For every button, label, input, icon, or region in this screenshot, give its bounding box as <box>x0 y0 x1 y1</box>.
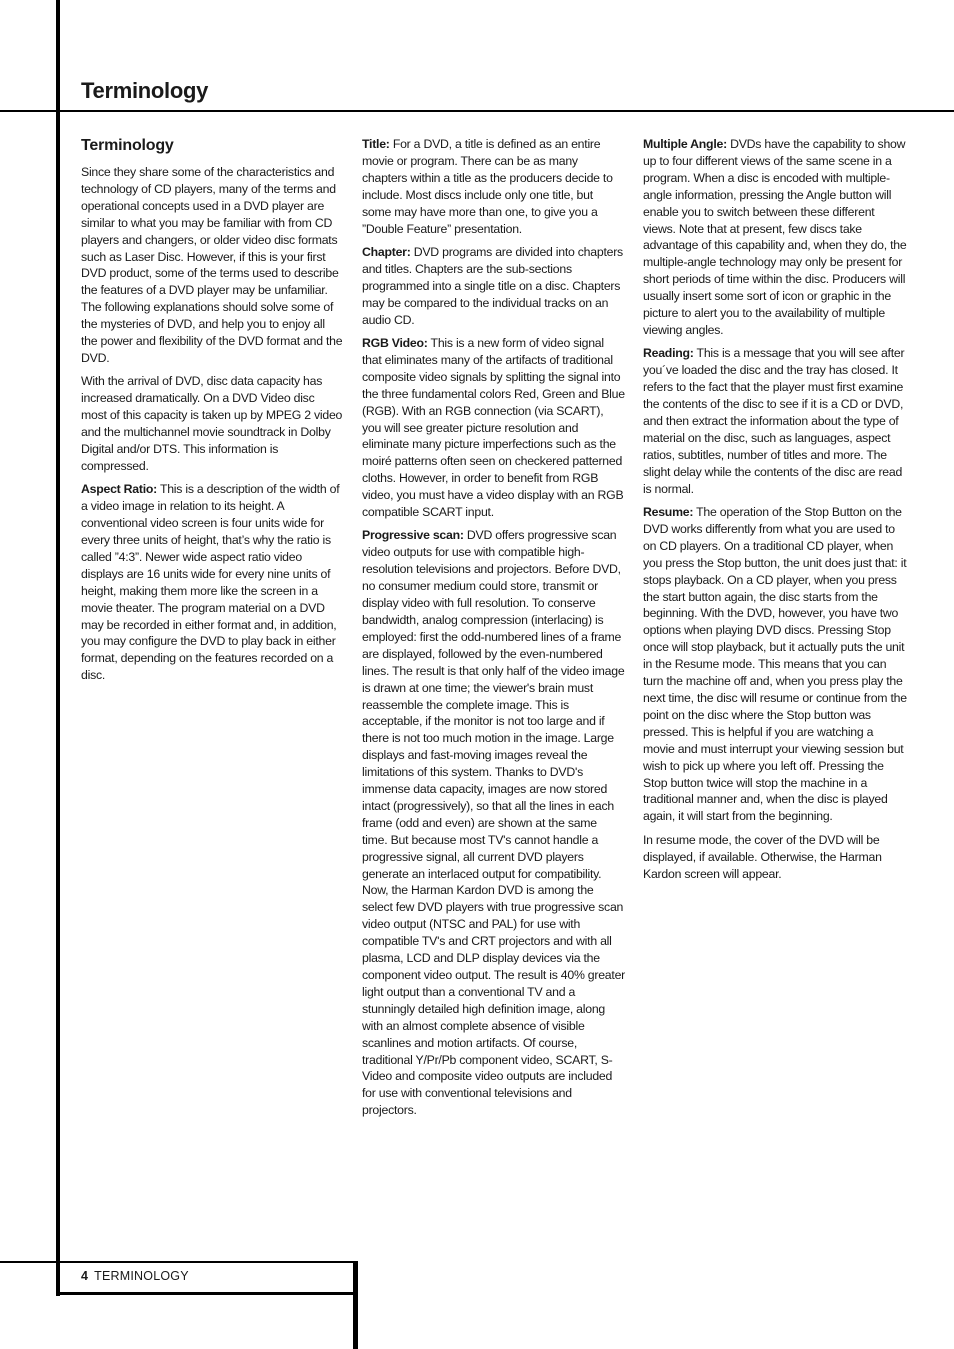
section-heading: Terminology <box>81 137 174 154</box>
page-title: Terminology <box>81 78 209 103</box>
multiple-angle-text: DVDs have the capability to show up to four different views of the same scene in a program. When a disc is encoded with multiple-angle information, pressing the Angle button will enable you to switch between these different views. Note that at present, few discs take advantage of this capability and, when they do, the multiple-angle technology may only be present for short periods of time within the disc. Producers will usually insert some sort of icon or graphic in the picture to alert you to the availability of multiple viewing angles. <box>643 137 907 337</box>
aspect-ratio-text: This is a description of the width of a video image in relation to its height. A conventional video screen is four units wide for every three units of height, that’s why the ratio is called ”4:3”. Newer wide aspect ratio video displays are 16 units wide for every nine units of height, making them more like the screen in a movie theater. The program material on a DVD may be recorded in either format and, in addition, you may configure the DVD to play back in either format, depending on the features recorded on a disc. <box>81 482 340 683</box>
footer-label: TERMINOLOGY <box>94 1269 189 1283</box>
progressive-scan-term: Progressive scan: <box>362 528 464 543</box>
page-number: 4 <box>81 1269 89 1283</box>
aspect-ratio-term: Aspect Ratio: <box>81 482 158 497</box>
resume-paragraph <box>643 504 907 825</box>
rgb-video-term: RGB Video: <box>362 335 428 350</box>
footer-top-rule <box>0 1261 358 1263</box>
progressive-scan-text: DVD offers progressive scan video outputs for use with compatible high-resolution televisions and projectors. Before DVD, no consumer medium could store, transmit or display video with full resolution. To conserve bandwidth, analog compression (interlacing) is employed: first the odd-numbered lines of a frame are displayed, followed by the even-numbered lines. The result is that only half of the video image is drawn at one time; the viewer's brain must reassemble the complete image. This is acceptable, if the monitor is not too large and if there is not too much motion in the image. Large displays and fast-moving images reveal the limitations of this system. Thanks to DVD's immense data capacity, images are now stored intact (progressively), so that all the lines in each frame (odd and even) are shown at the same time. But because most TV's cannot handle a progressive signal, all current DVD players generate an interlaced output for compatibility. Now, the Harman Kardon DVD is among the select few DVD players with true progressive scan video output (NTSC and PAL) for use with compatible TV's and CRT projectors and with all plasma, LCD and DLP display devices via the component video output. The result is 40% greater light output than a conventional TV and a stunningly detailed high definition image, along with an almost complete absence of visible scanlines and motion artifacts. Of course, traditional Y/Pr/Pb component video, SCART, S-Video and composite video outputs are included for use with conventional televisions and projectors. <box>362 528 626 1118</box>
column-3 <box>643 136 907 889</box>
progressive-scan-paragraph <box>362 527 625 1119</box>
resume-term: Resume: <box>643 505 694 520</box>
aspect-ratio-paragraph <box>81 481 343 684</box>
left-margin-bar <box>56 0 60 1296</box>
reading-paragraph <box>643 345 907 497</box>
header-rule <box>0 110 954 112</box>
title-term: Title: <box>362 137 390 151</box>
chapter-text: DVD programs are divided into chapters and titles. Chapters are the sub-sections programmed into a single title on a disc. Chapters may be compared to the individual tracks on an audio CD. <box>362 244 623 327</box>
title-text: For a DVD, a title is defined as an entire movie or program. There can be as many chapters within a title as the producers decide to include. Most discs include only one title, but some may have more than one, to give you a ”Double Feature” presentation. <box>362 137 613 236</box>
intro-paragraph-1: Since they share some of the characteristics and technology of CD players, many of the terms and operational concepts used in a DVD player are similar to what you may be familiar with from CD players and changers, or older video disc formats such as Laser Disc. However, if this is your first DVD product, some of the terms used to describe the features of a DVD player may be unfamiliar. The following explanations should solve some of the mysteries of DVD, and help you to enjoy all the power and flexibility of the DVD format and the DVD. <box>81 165 343 365</box>
column-2 <box>362 136 625 1126</box>
chapter-term: Chapter: <box>362 244 411 259</box>
intro-paragraph-2: With the arrival of DVD, disc data capacity has increased dramatically. On a DVD Video disc most of this capacity is taken up by MPEG 2 video and the multichannel movie soundtrack in Dolby Digital and/or DTS. This information is compressed. <box>81 374 343 473</box>
chapter-paragraph <box>362 244 625 329</box>
reading-text: This is a message that you will see after you´ve loaded the disc and the tray has closed. It refers to the fact that the player must first examine the contents of the disc to see if it is a CD or DVD, and then extract the information about the type of material on the disc, such as languages, aspect ratios, subtitles, number of titles and more. The slight delay while the contents of the disc are read is normal. <box>643 346 905 496</box>
rgb-video-text: This is a new form of video signal that eliminates many of the artifacts of traditional composite video signals by splitting the signal into the three fundamental colors Red, Green and Blue (RGB). With an RGB connection (via SCART), you will see greater picture resolution and eliminate many picture imperfections such as the moiré patterns often seen on checkered patterned cloths. However, in order to benefit from RGB video, you must have a video display with an RGB compatible SCART input. <box>362 335 625 520</box>
footer-divider-bar <box>353 1262 358 1349</box>
multiple-angle-paragraph <box>643 136 907 339</box>
rgb-video-paragraph <box>362 335 625 521</box>
resume-text: The operation of the Stop Button on the DVD works differently from what you are used to on CD players. On a traditional CD player, when you press the Stop button, the unit does just that: it stops playback. On a CD player, when you press the start button again, the disc starts from the beginning. With the DVD, however, you have two options when playing DVD discs. Pressing Stop once will stop playback, but it actually puts the unit in the Resume mode. This means that you can turn the machine off and, when you press play the next time, the disc will resume or continue from the point on the disc where the Stop button was pressed. This is helpful if you are watching a movie and must interrupt your viewing session but wish to pick up where you left off. Pressing the Stop button twice will stop the machine in a traditional manner and, when the disc is played again, it will start from the beginning. <box>643 505 907 824</box>
reading-term: Reading: <box>643 346 694 361</box>
multiple-angle-term: Multiple Angle: <box>643 137 727 151</box>
footer-bottom-rule <box>56 1292 358 1295</box>
resume-mode-paragraph: In resume mode, the cover of the DVD will be displayed, if available. Otherwise, the Harman Kardon screen will appear. <box>643 832 882 881</box>
page-footer <box>81 1267 189 1285</box>
column-1 <box>81 136 343 691</box>
title-paragraph <box>362 136 625 237</box>
